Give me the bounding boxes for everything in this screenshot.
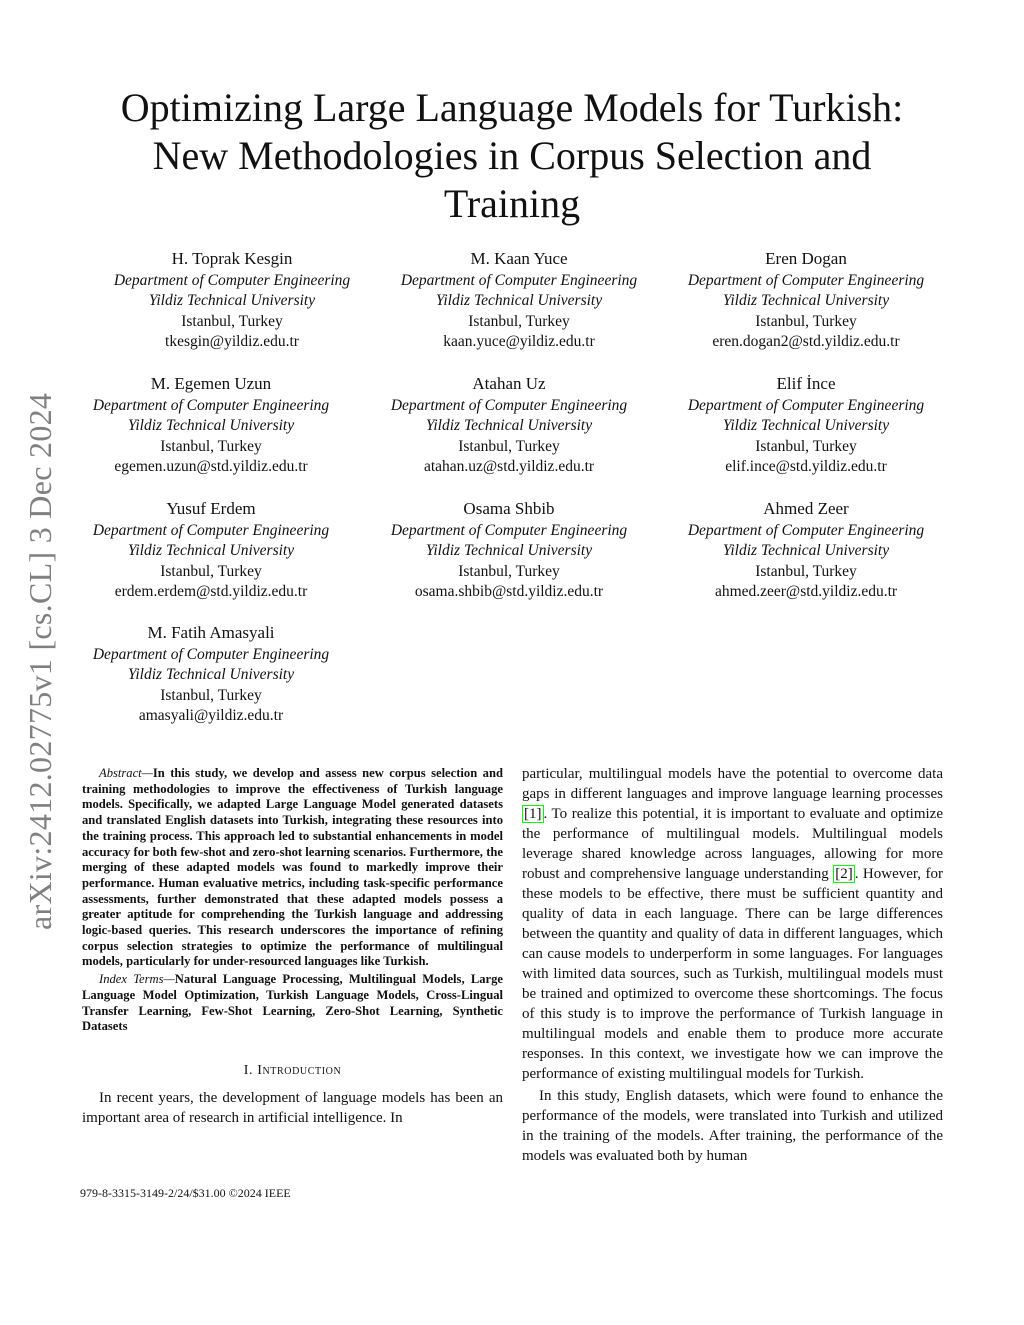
author-block — [82, 247, 382, 353]
author-city: Istanbul, Turkey — [755, 437, 857, 455]
author-dept: Department of Computer Engineering — [113, 272, 351, 289]
author-email: ahmed.zeer@std.yildiz.edu.tr — [714, 583, 898, 601]
paper-title — [90, 84, 934, 228]
author-city: Istanbul, Turkey — [755, 562, 857, 580]
author-dept: Department of Computer Engineering — [92, 646, 330, 663]
author-city: Istanbul, Turkey — [458, 562, 560, 580]
title-line-1: Optimizing Large Language Models for Turkish: — [120, 85, 904, 130]
author-email: egemen.uzun@std.yildiz.edu.tr — [114, 458, 308, 476]
author-city: Istanbul, Turkey — [458, 437, 560, 455]
author-email: osama.shbib@std.yildiz.edu.tr — [414, 583, 604, 601]
section-heading — [82, 1063, 503, 1079]
author-univ: Yildiz Technical University — [425, 417, 593, 435]
index-terms-text: Natural Language Processing, Multilingual Models, Large Language Model Optimization, Turkish Language Models, Cross-Lingual Transfer Learning, Few-Shot Learning, Zero-Shot Learning, Synthetic Datasets — [82, 972, 503, 1034]
author-dept: Department of Computer Engineering — [390, 397, 628, 414]
arxiv-stamp: arXiv:2412.02775v1 [cs.CL] 3 Dec 2024 — [22, 392, 58, 930]
author-univ: Yildiz Technical University — [722, 417, 890, 435]
author-dept: Department of Computer Engineering — [390, 522, 628, 539]
author-block — [61, 497, 361, 603]
copyright-notice: 979-8-3315-3149-2/24/$31.00 ©2024 IEEE — [80, 1186, 291, 1200]
body-paragraph — [522, 764, 943, 1084]
author-block — [61, 372, 361, 478]
author-univ: Yildiz Technical University — [127, 542, 295, 560]
author-dept: Department of Computer Engineering — [687, 397, 925, 414]
author-block — [656, 372, 956, 478]
author-city: Istanbul, Turkey — [160, 437, 262, 455]
author-email: tkesgin@yildiz.edu.tr — [165, 333, 299, 351]
author-univ: Yildiz Technical University — [148, 292, 316, 310]
author-city: Istanbul, Turkey — [468, 312, 570, 330]
abstract-lead: Abstract— — [99, 766, 153, 780]
author-dept: Department of Computer Engineering — [400, 272, 638, 289]
author-city: Istanbul, Turkey — [160, 686, 262, 704]
author-email: kaan.yuce@yildiz.edu.tr — [443, 333, 595, 351]
author-block — [359, 372, 659, 478]
author-dept: Department of Computer Engineering — [92, 397, 330, 414]
author-city: Istanbul, Turkey — [160, 562, 262, 580]
right-column — [522, 764, 943, 1166]
author-name: Elif İnce — [776, 374, 836, 393]
author-dept: Department of Computer Engineering — [687, 522, 925, 539]
author-name: M. Kaan Yuce — [470, 249, 568, 268]
section-number: I. — [243, 1062, 254, 1078]
author-name: M. Fatih Amasyali — [147, 623, 275, 642]
author-name: Atahan Uz — [472, 374, 546, 393]
citation-link[interactable]: [2] — [835, 866, 853, 882]
author-block — [656, 247, 956, 353]
title-line-2: New Methodologies in Corpus Selection and — [152, 133, 872, 178]
section-title: Introduction — [257, 1062, 342, 1078]
author-email: atahan.uz@std.yildiz.edu.tr — [423, 458, 595, 476]
author-email: elif.ince@std.yildiz.edu.tr — [725, 458, 887, 476]
author-email: erdem.erdem@std.yildiz.edu.tr — [114, 583, 308, 601]
author-email: amasyali@yildiz.edu.tr — [138, 707, 284, 725]
author-dept: Department of Computer Engineering — [687, 272, 925, 289]
author-city: Istanbul, Turkey — [755, 312, 857, 330]
author-univ: Yildiz Technical University — [722, 542, 890, 560]
author-block — [656, 497, 956, 603]
abstract-text: In this study, we develop and assess new corpus selection and training methodologies to improve the effectiveness of Turkish language models. Specifically, we adapted Large Language Model generated datasets and translated English datasets into Turkish, integrating these resources into the training process. This approach led to substantial enhancements in model accuracy for both few-shot and zero-shot learning scenarios. Furthermore, the merging of these adapted models was found to markedly improve their performance. Human evaluative metrics, including task-specific performance assessments, further demonstrated that these adapted models possess a greater aptitude for comprehending the Turkish language and addressing logic-based queries. This research underscores the importance of refining corpus selection strategies to optimize the performance of multilingual models, particularly for under-resourced languages like Turkish. — [82, 766, 503, 969]
abstract — [82, 766, 503, 970]
author-univ: Yildiz Technical University — [425, 542, 593, 560]
paragraph-text: . To realize this potential, it is important to evaluate and optimize the performance of multilingual models. Multilingual models leverage shared knowledge across languages, allowing for more robust and comprehensive language understanding — [522, 806, 943, 882]
author-name: Osama Shbib — [463, 499, 555, 518]
author-block — [61, 621, 361, 727]
paragraph-text: . However, for these models to be effective, there must be sufficient quantity and quality of data in each language. There can be large differences between the quantity and quality of data in different languages, which can cause models to underperform in some languages. For languages with limited data sources, such as Turkish, multilingual models must be trained and optimized to overcome these shortcomings. The focus of this study is to improve the performance of Turkish language in multilingual models and enable them to produce more accurate responses. In this context, we investigate how we can improve the performance of existing multilingual models for Turkish. — [522, 866, 943, 1082]
author-name: Yusuf Erdem — [166, 499, 256, 518]
author-dept: Department of Computer Engineering — [92, 522, 330, 539]
author-block — [369, 247, 669, 353]
author-univ: Yildiz Technical University — [127, 417, 295, 435]
author-city: Istanbul, Turkey — [181, 312, 283, 330]
paragraph-text: particular, multilingual models have the potential to overcome data gaps in different languages and improve language learning processes — [522, 766, 943, 802]
author-univ: Yildiz Technical University — [127, 666, 295, 684]
author-name: Ahmed Zeer — [763, 499, 849, 518]
intro-paragraph: In recent years, the development of language models has been an important area of research in artificial intelligence. In — [82, 1089, 503, 1126]
body-paragraph: In this study, English datasets, which were found to enhance the performance of the models, were translated into Turkish and utilized in the training of the models. After training, the performance of the models was evaluated both by human — [522, 1088, 943, 1164]
title-line-3: Training — [443, 181, 581, 226]
author-univ: Yildiz Technical University — [435, 292, 603, 310]
author-email: eren.dogan2@std.yildiz.edu.tr — [712, 333, 900, 351]
author-name: H. Toprak Kesgin — [171, 249, 293, 268]
citation-link[interactable]: [1] — [524, 806, 542, 822]
author-block — [359, 497, 659, 603]
author-name: Eren Dogan — [765, 249, 847, 268]
index-terms — [82, 972, 503, 1035]
left-column — [82, 766, 503, 1128]
author-univ: Yildiz Technical University — [722, 292, 890, 310]
index-terms-lead: Index Terms— — [99, 972, 175, 987]
author-name: M. Egemen Uzun — [150, 374, 272, 393]
